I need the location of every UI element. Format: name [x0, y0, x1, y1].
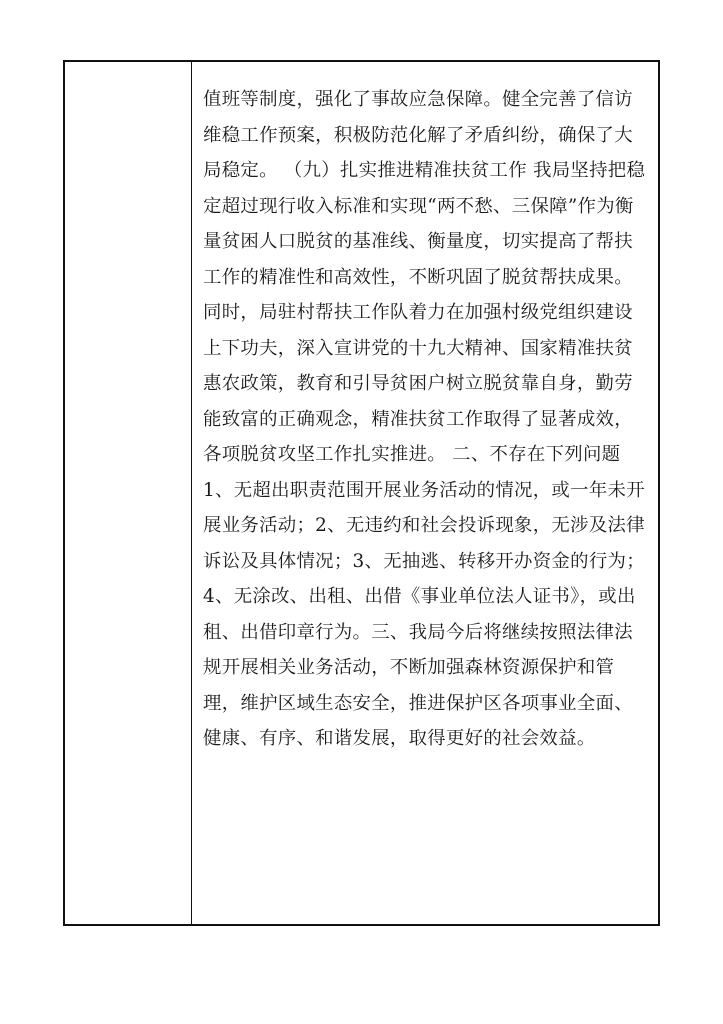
label-cell [65, 62, 192, 924]
form-table [63, 60, 660, 926]
report-body-text: 值班等制度，强化了事故应急保障。健全完善了信访维稳工作预案，积极防范化解了矛盾纠纷，确保了大局稳定。 （九）扎实推进精准扶贫工作 我局坚持把稳定超过现行收入标准和实现“两不愁、三保障”作为衡量贫困人口脱贫的基准线、衡量度，切实提高了帮扶工作的精准性和高效性，不断巩固了脱贫帮扶成果。同时，局驻村帮扶工作队着力在加强村级党组织建设上下功夫，深入宣讲党的十九大精神、国家精准扶贫惠农政策，教育和引导贫困户树立脱贫靠自身，勤劳能致富的正确观念，精准扶贫工作取得了显著成效，各项脱贫攻坚工作扎实推进。 二、不存在下列问题 1、无超出职责范围开展业务活动的情况，或一年未开展业务活动；2、无违约和社会投诉现象，无涉及法律诉讼及具体情况；3、无抽逃、转移开办资金的行为；4、无涂改、出租、出借《事业单位法人证书》，或出租、出借印章行为。三、我局今后将继续按照法律法规开展相关业务活动，不断加强森林资源保护和管理，维护区域生态安全，推进保护区各项事业全面、健康、有序、和谐发展，取得更好的社会效益。 [203, 89, 646, 749]
content-cell [192, 62, 658, 924]
